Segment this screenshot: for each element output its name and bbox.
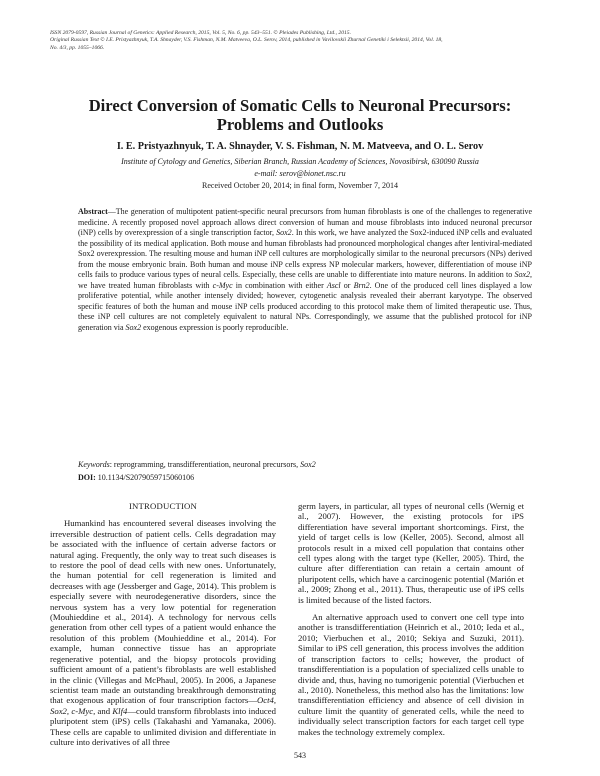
abstract-text: . In this work, we have analyzed the Sox2-induced iNP cells and evaluated the possibility of its medical application. Both mouse and human fibroblasts had pronounced morphological changes after lentiviral-mediated Sox2 overexpression. The resulting mouse and human iNP cell cultures are morphologically similar to the neuronal precursors (NPs) derived from the mouse embryonic brain. Both human and mouse iNP cells express NP molecular markers, however, differentiation of mouse iNP cells fails to produce various types of neural cells. Especially, these cells are unable to differentiate into mature neurons. In addition to	[78, 228, 532, 280]
abstract-text: exogenous expression is poorly reproducible.	[141, 323, 289, 333]
affiliation: Institute of Cytology and Genetics, Siberian Branch, Russian Academy of Sciences, Novosibirsk, 630090 Russia	[121, 157, 479, 166]
doi-value: 10.1134/S2079059715060106	[95, 473, 195, 482]
keywords-text: : reprogramming, transdifferentiation, neuronal precursors,	[109, 460, 301, 469]
journal-header-line-3: No. 4/3, pp. 1055–1066.	[50, 44, 105, 51]
keywords-label: Keywords	[78, 460, 110, 469]
body-paragraph: An alternative approach used to convert one cell type into another is transdifferentiation (Heinrich et al., 2010; Ieda et al., 2010; Vierbuchen et al., 2010; Sekiya and Suzuki, 2011). Similar to iPS cell generation, this process involves the addition of transcription factors to cells; however, the product of transdifferentiation is a population of specialized cells unable to divide and, thus, having no tumorigenic potential (Vierbuchen et al., 2010). Nonetheless, this method also has the limitations: low transdifferentiation efficiency and absence of cell division in culture limit the quantity of generated cells, while the need to individually select transcription factors for each target cell type makes the technology extremely complex.	[298, 612, 524, 737]
journal-header-line-1: ISSN 2079-0597, Russian Journal of Genetics: Applied Research, 2015, Vol. 5, No. 6, pp. 543–551. © Pleiades Publishing, Ltd., 2015.	[50, 30, 352, 36]
paper-title	[40, 96, 560, 134]
keywords-last: Sox2	[300, 460, 316, 469]
gene-name: c-Myc	[71, 705, 94, 716]
abstract-label: Abstract	[78, 207, 108, 216]
doi-label: DOI:	[78, 473, 96, 482]
abstract-text: . One of the produced cell lines displayed a low proliferative potential, while another intensely divided; however, cytogenetic analysis revealed their aberrant karyotype. The observed specific features of both the human and mouse iNP cells produced according to this protocol make them of limited therapeutic use. Thus, these iNP cell cultures are not completely equivalent to natural NPs. Correspondingly, we assume that the published protocol for iNP generation via	[78, 280, 532, 333]
doi	[78, 473, 532, 483]
gene-name: Oct4	[256, 695, 274, 706]
left-column	[50, 501, 276, 747]
body-text: Humankind has encountered several diseases involving the irreversible destruction of patient cells. Cells degradation may be associated with the influence of certain adverse factors or natural aging. Frequently, the only way to treat such diseases is to restore the pool of dead cells with new ones. Unfortunately, the human potential for cell regeneration is limited and decreases with age (Jessberger and Gage, 2014). This problem is especially severe with neurodegenerative disorders, since the nervous system has a very low potential for regeneration (Mouhieddine et al., 2014). A technology for nervous cells generation from other cell types of a patient would enhance the resolution of this problem (Mouhieddine et al., 2014). For example, human connective tissue has an appropriate regenerative potential, and the biopsy protocols providing sufficient amount of a patient’s fibroblasts are well established in the clinic (Villegas and McPhaul, 2005). In 2006, a Japanese scientist team made an outstanding breakthrough demonstrating that exogenous application of four transcription factors—	[50, 518, 276, 706]
author-list: I. E. Pristyazhnyuk, T. A. Shnayder, V. S. Fishman, N. M. Matveeva, and O. L. Serov	[116, 141, 484, 152]
abstract-text: , we have treated human fibroblasts with	[78, 270, 532, 290]
gene-name: c-Myc	[212, 280, 233, 290]
gene-name: Sox2	[125, 323, 142, 333]
body-text: ,	[273, 695, 276, 706]
gene-name: Brn2	[353, 280, 370, 290]
paper-title-line-1: Direct Conversion of Somatic Cells to Neuronal Precursors:	[88, 96, 512, 115]
contact-email: e-mail: serov@bionet.nsc.ru	[254, 169, 346, 178]
gene-name: Sox2	[514, 270, 530, 280]
received-dates: Received October 20, 2014; in final form, November 7, 2014	[202, 181, 398, 190]
abstract-dash: —	[107, 207, 116, 216]
abstract-text: in combination with either	[232, 280, 327, 290]
abstract-text: or	[340, 280, 354, 290]
body-text: , and	[93, 705, 113, 716]
abstract	[78, 207, 532, 334]
page-number: 543	[294, 751, 306, 760]
section-heading-introduction: INTRODUCTION	[128, 501, 198, 511]
body-paragraph: germ layers, in particular, all types of neuronal cells (Wernig et al., 2007). However, the existing protocols for iPS differentiation have several important shortcomings. First, the yield of target cells is low (Keller, 2005). Second, almost all protocols result in a mixed cell population that contains other cell types along with the target type (Keller, 2005). Third, the culture after differentiation can retain a certain amount of pluripotent cells, which have a carcinogenic potential (Marión et al., 2009; Zhong et al., 2011). Thus, therapeutic use of iPS cells is limited because of the listed factors.	[298, 501, 524, 605]
body-text: —could transform fibroblasts into induced pluripotent stem (iPS) cells (Takahashi and Yamanaka, 2006). These cells are capable to unlimited division and differentiate in culture into derivatives of all three	[50, 705, 276, 747]
paper-title-line-2: Problems and Outlooks	[216, 115, 384, 134]
gene-name: Ascl	[326, 280, 341, 290]
keywords	[78, 460, 532, 470]
abstract-text: The generation of multipotent patient-specific neural precursors from human fibroblasts is one of the challenges to regenerative medicine. A recently proposed novel approach allows direct conversion of human and mouse fibroblasts into induced neuronal precursor (iNP) cells by overexpression of a single transcription factor,	[78, 207, 532, 238]
journal-header	[50, 30, 555, 52]
gene-name: Sox2	[276, 228, 292, 238]
intro-paragraph	[50, 518, 276, 747]
right-column	[298, 501, 524, 737]
gene-name: Klf4	[112, 705, 128, 716]
gene-name: Sox2	[50, 705, 67, 716]
journal-header-line-2: Original Russian Text © I.E. Pristyazhnyuk, T.A. Shnayder, V.S. Fishman, N.M. Matveeva, O.L. Serov, 2014, published in Vavilovskii Zhurnal Genetiki i Selektsii, 2014, Vol. 18,	[50, 37, 443, 44]
body-text: ,	[66, 705, 72, 716]
